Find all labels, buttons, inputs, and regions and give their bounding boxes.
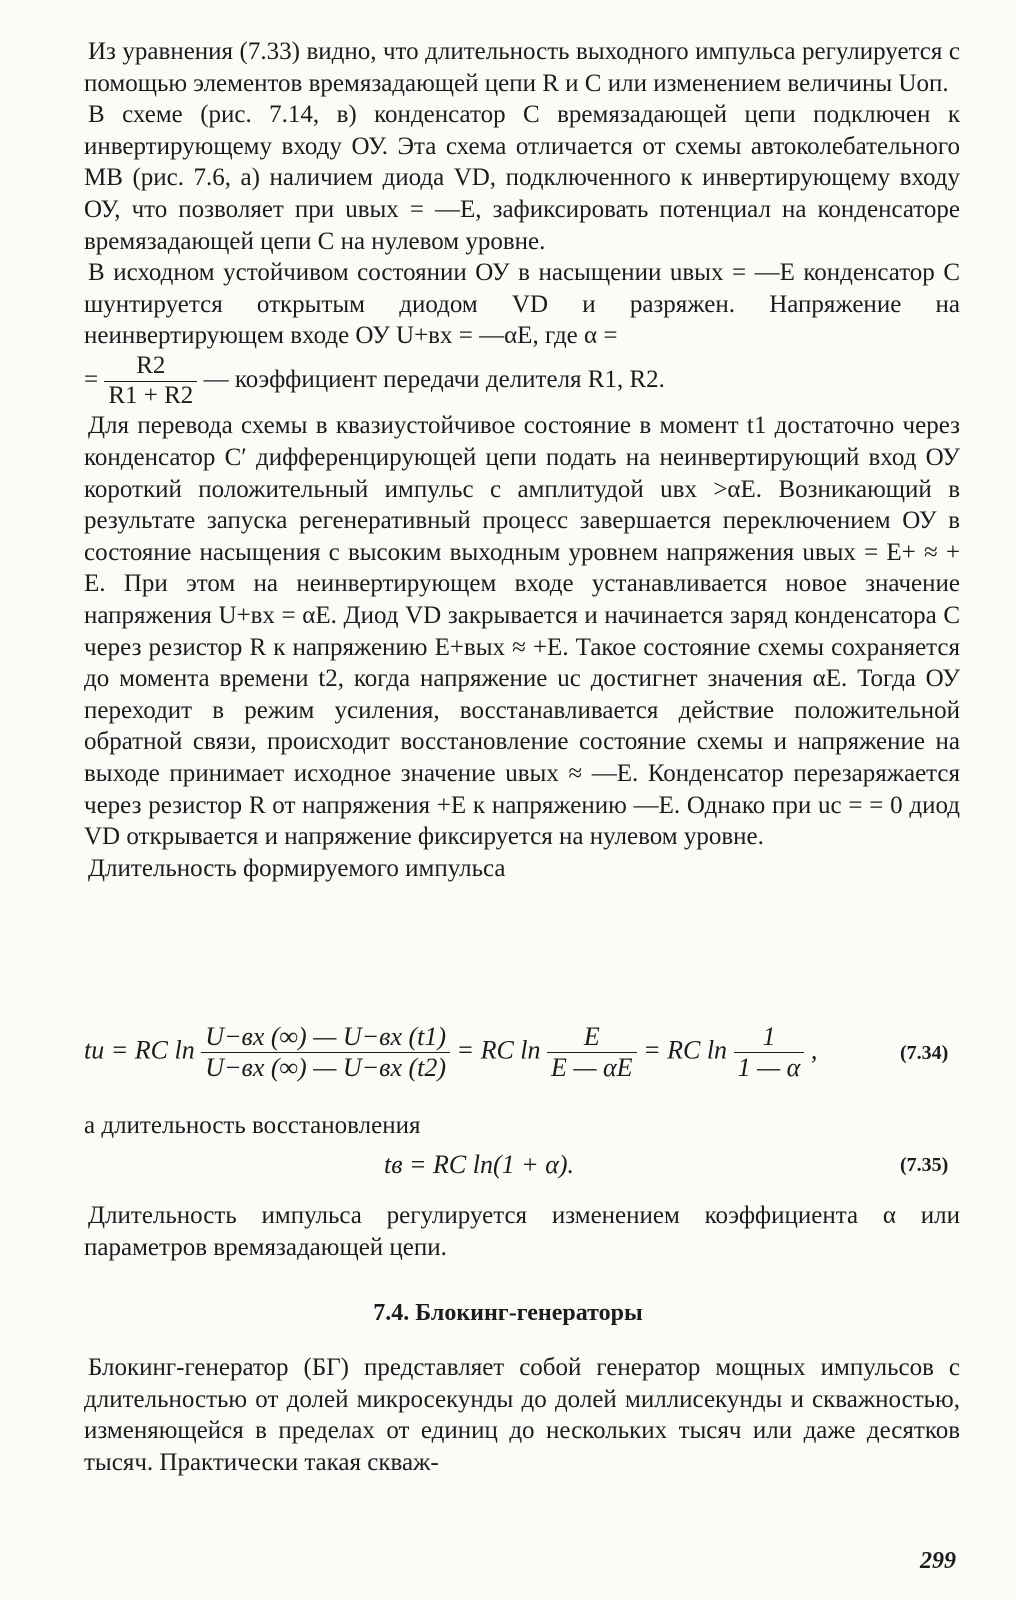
page-number: 299 <box>920 1548 956 1574</box>
duration-label: Длительность формируемого импульса <box>88 854 506 882</box>
recovery-label: а длительность восстановления <box>84 1112 421 1139</box>
bg-block <box>84 1352 960 1478</box>
formula-fraction-3: $\frac{1}{1 — \alpha}$ <box>734 1022 805 1083</box>
formula-fraction-2: $\frac{E}{E — \alpha E}$ <box>547 1022 637 1083</box>
equation-number-7-34: (7.34) <box>900 1042 949 1064</box>
paragraph-1: Из уравнения (7.33) видно, что длительность выходного импульса регулируется с помощью элементов времязадающей цепи R и C или изменением величины Uоп. <box>84 38 960 97</box>
alpha-fraction: $\frac{R2}{R1 + R2}$ <box>104 352 197 411</box>
paragraph-2: В схеме (рис. 7.14, в) конденсатор C времязадающей цепи подключен к инвертирующему входу ОУ. Эта схема отличается от схемы автоколебательного МВ (рис. 7.6, а) наличием диода VD, подключенного к инвертирующему входу ОУ, что позволяет при uвых = —E, зафиксировать потенциал на конденсаторе времязадающей цепи C на нулевом уровне. <box>84 101 960 255</box>
formula-7-34: tи = RC ln $\frac{U-вх (\infty) — U-вх (t1)}{U-вх (\infty) — U-вх (t2)}$ = RC ln $\frac{E}{E — \alpha E}$ = RC ln $\frac{1}{1 — \alpha}$ , (7.34) <box>84 1022 949 1082</box>
formula-7-35: tв = RC ln(1 + α). (7.35) <box>384 1150 949 1179</box>
section-heading: 7.4. Блокинг-генераторы <box>373 1300 643 1326</box>
paragraph-4: Для перевода схемы в квазиустойчивое состояние в момент t1 достаточно через конденсатор C′ дифференцирующей цепи подать на неинвертирующий вход ОУ короткий положительный импульс с амплитудой uвх >αE. Возникающий в результате запуска регенеративный процесс завершается переключением ОУ в состояние насыщения с высоким выходным уровнем напряжения uвых = E+ ≈ + E. При этом на неинвертирующем входе устанавливается новое значение напряжения U+вх = αE. Диод VD закрывается и начинается заряд конденсатора C через резистор R к напряжению E+вых ≈ +E. Такое состояние схемы сохраняется до момента времени t2, когда напряжение uc достигнет значения αE. Тогда ОУ переходит в режим усиления, восстанавливается действие положительной обратной связи, происходит восстановление состояние схемы и напряжение на выходе принимает исходное значение uвых ≈ —E. Конденсатор перезаряжается через резистор R от напряжения +E к напряжению —E. Однако при uc = = 0 диод VD открывается и напряжение фиксируется на нулевом уровне. <box>84 412 960 851</box>
regulation-block <box>84 1200 960 1263</box>
text-block-top <box>84 36 960 884</box>
formula-fraction-1: $\frac{U-вх (\infty) — U-вх (t1)}{U-вх (\infty) — U-вх (t2)}$ <box>201 1022 450 1083</box>
paragraph-regulation: Длительность импульса регулируется изменением коэффициента α или параметров времязадающей цепи. <box>84 1202 960 1261</box>
equation-number-7-35: (7.35) <box>900 1154 949 1176</box>
recovery-label-block <box>84 1110 960 1142</box>
alpha-definition: = $\frac{R2}{R1 + R2}$ — коэффициент передачи делителя R1, R2. <box>84 351 665 409</box>
paragraph-3: В исходном устойчивом состоянии ОУ в насыщении uвых = —E конденсатор C шунтируется открытым диодом VD и разряжен. Напряжение на неинвертирующем входе ОУ U+вх = —αE, где α = <box>84 259 960 350</box>
paragraph-blocking-generator: Блокинг-генератор (БГ) представляет собой генератор мощных импульсов с длительностью от долей микросекунды до долей миллисекунды и скважностью, изменяющейся в пределах от единиц до нескольких тысяч или даже десятков тысяч. Практически такая скваж- <box>84 1354 960 1476</box>
